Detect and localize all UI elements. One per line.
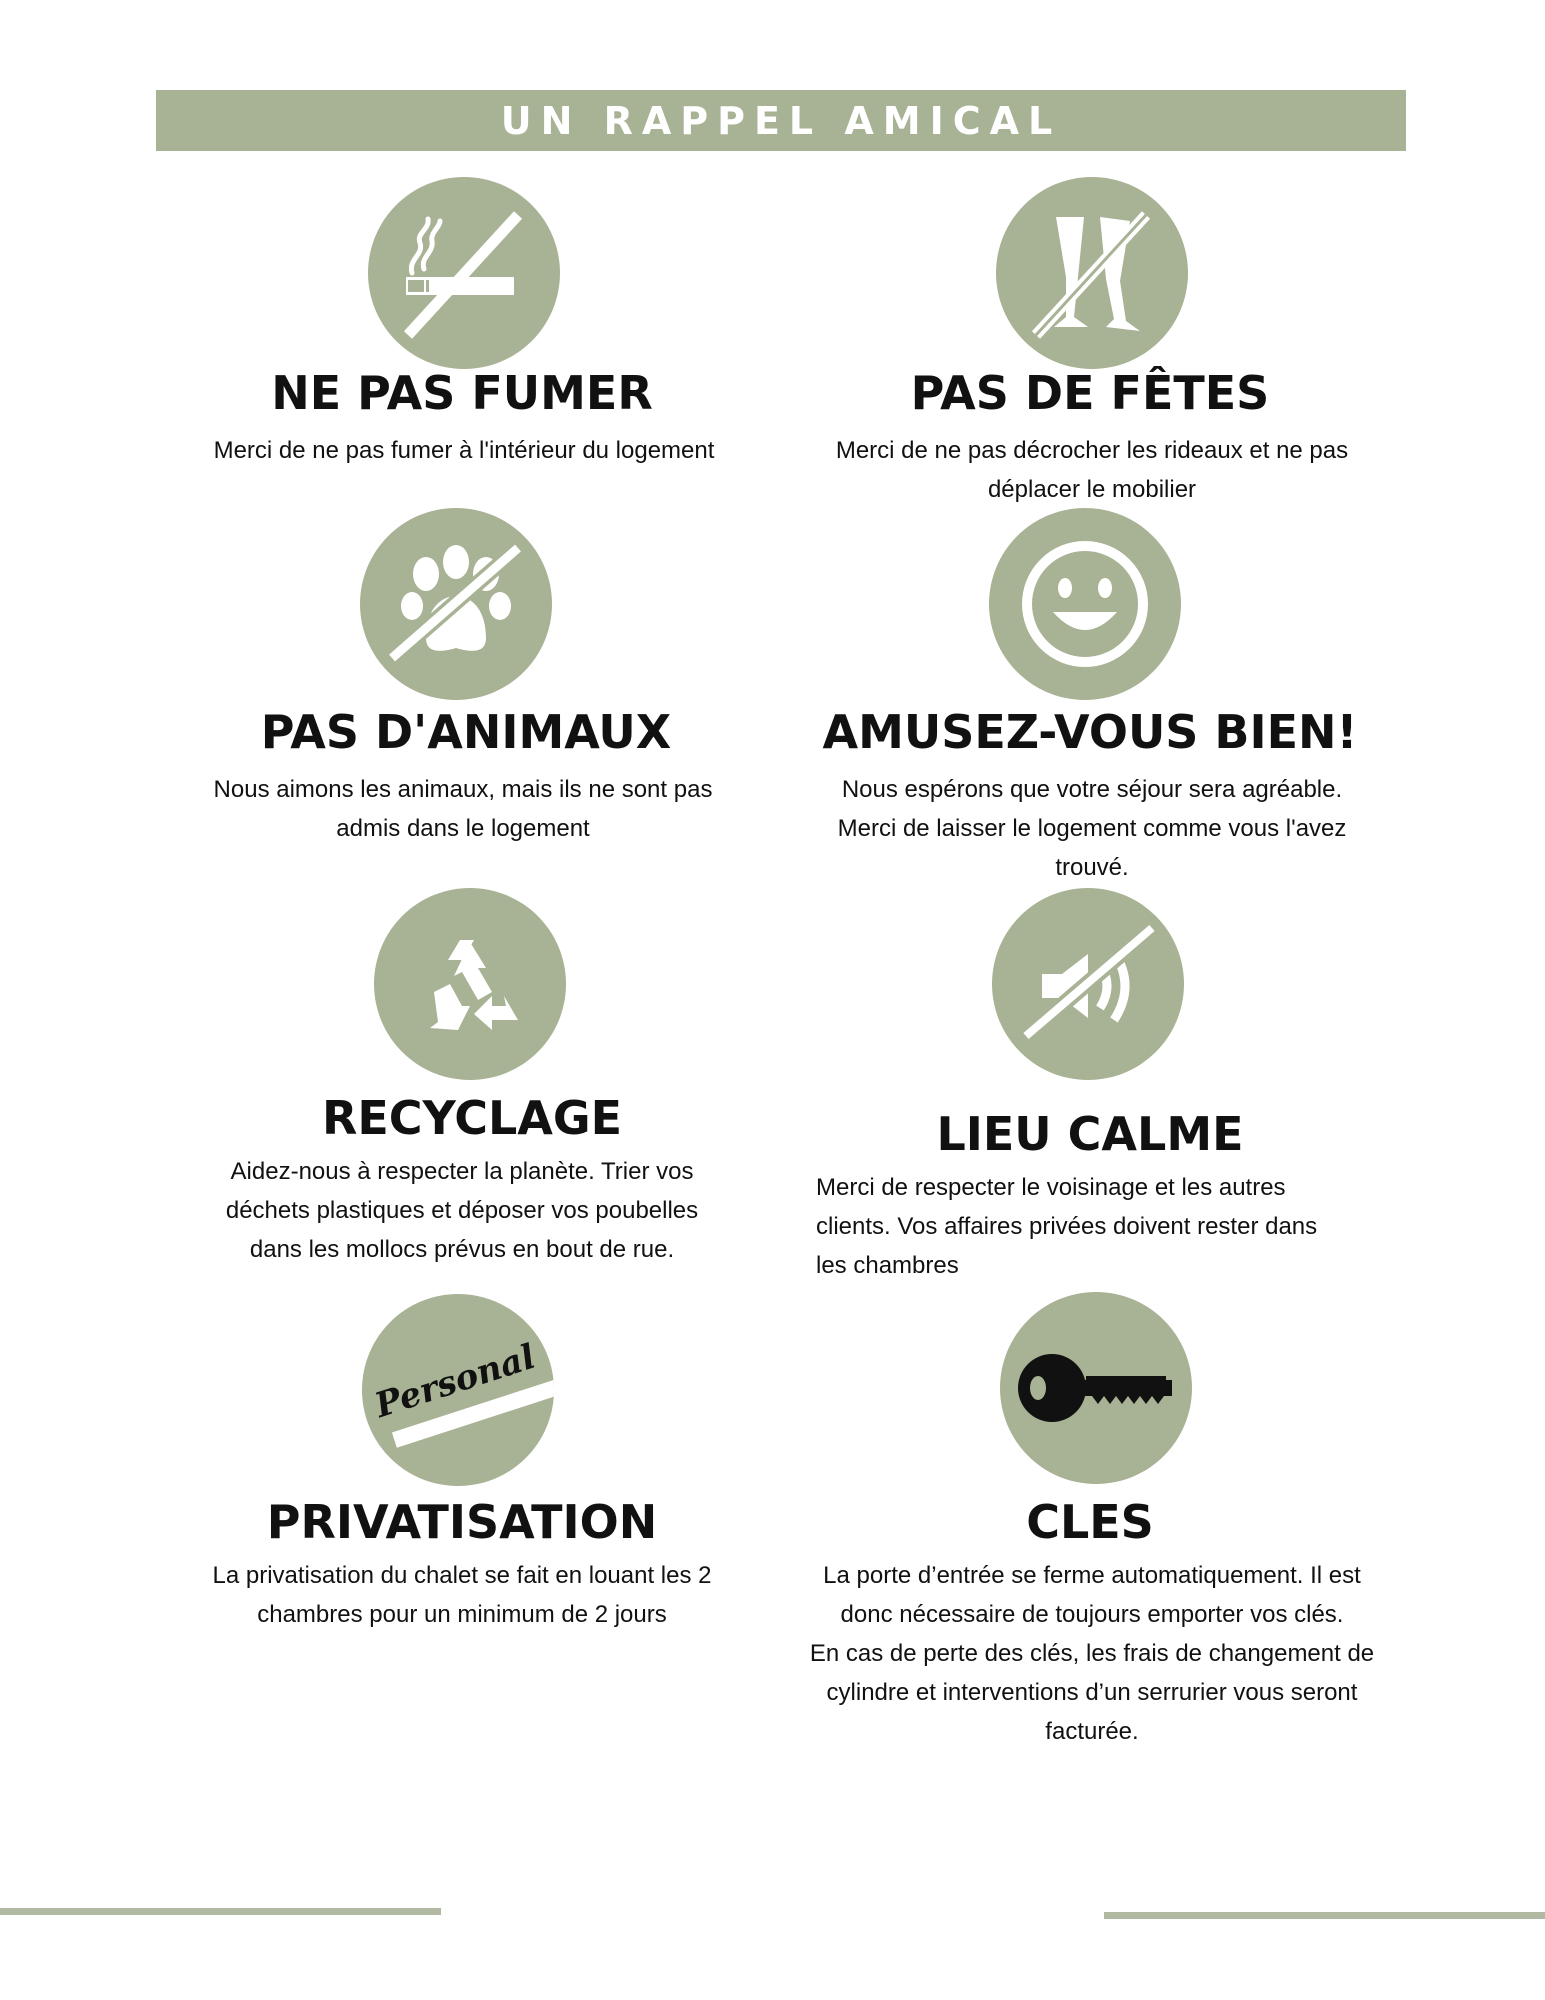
rule-description-line: cylindre et interventions d’un serrurier vous seront (826, 1679, 1358, 1706)
rule-description-line: Aidez-nous à respecter la planète. Trier vos (230, 1158, 694, 1185)
rule-description-line: La porte d’entrée se ferme automatiquement. Il est (823, 1562, 1361, 1589)
no-pets-icon (360, 508, 552, 700)
personal-stamp-text: Personal (370, 1336, 541, 1427)
rule-description (792, 770, 1392, 887)
rule-title: CLES (1026, 1495, 1154, 1549)
rule-description-line: Nous espérons que votre séjour sera agréable. (841, 776, 1343, 803)
rule-description (792, 1556, 1392, 1751)
rule-description (163, 770, 763, 848)
rule-title: PAS DE FÊTES (910, 366, 1270, 420)
rule-title: RECYCLAGE (321, 1091, 623, 1145)
rule-description-line: Nous aimons les animaux, mais ils ne sont pas (213, 776, 713, 803)
recycle-icon (374, 888, 566, 1080)
rule-description-line: La privatisation du chalet se fait en louant les 2 (212, 1562, 712, 1589)
smiley-icon (989, 508, 1181, 700)
rule-description-line: Merci de respecter le voisinage et les autres (816, 1174, 1286, 1201)
rule-description-line: Merci de ne pas décrocher les rideaux et ne pas (835, 437, 1349, 464)
footer-divider-left (0, 1908, 441, 1915)
rule-description-line: dans les mollocs prévus en bout de rue. (249, 1236, 675, 1263)
rule-description-line: déplacer le mobilier (987, 476, 1197, 503)
rule-description (792, 431, 1392, 509)
rule-description (816, 1168, 1416, 1285)
rule-title: NE PAS FUMER (271, 366, 653, 420)
rule-description-line: donc nécessaire de toujours emporter vos clés. (840, 1601, 1344, 1628)
rule-description (162, 1556, 762, 1634)
rule-title: LIEU CALME (936, 1107, 1244, 1161)
rule-description-line: Merci de ne pas fumer à l'intérieur du logement (213, 437, 715, 464)
key-icon (1000, 1292, 1192, 1484)
rule-description-line: trouvé. (1055, 854, 1129, 881)
no-party-icon (996, 177, 1188, 369)
rule-description-line: déchets plastiques et déposer vos poubelles (225, 1197, 699, 1224)
footer-divider-right (1104, 1912, 1545, 1919)
banner-title: UN RAPPEL AMICAL (500, 98, 1062, 143)
rule-description-line: admis dans le logement (336, 815, 590, 842)
rule-title: PRIVATISATION (266, 1495, 658, 1549)
rule-description (162, 1152, 762, 1269)
rule-description-line: facturée. (1045, 1718, 1139, 1745)
rule-description (164, 431, 764, 470)
rule-description-line: clients. Vos affaires privées doivent rester dans (816, 1213, 1318, 1240)
rule-description-line: En cas de perte des clés, les frais de changement de (809, 1640, 1375, 1667)
rule-description-line: Merci de laisser le logement comme vous l'avez (837, 815, 1347, 842)
rule-title: PAS D'ANIMAUX (260, 705, 672, 759)
personal-icon (362, 1294, 554, 1486)
rule-description-line: les chambres (816, 1252, 959, 1279)
no-noise-icon (992, 888, 1184, 1080)
header-banner (156, 90, 1406, 151)
no-smoking-icon (368, 177, 560, 369)
rule-description-line: chambres pour un minimum de 2 jours (257, 1601, 667, 1628)
rule-title: AMUSEZ-VOUS BIEN! (822, 705, 1358, 759)
